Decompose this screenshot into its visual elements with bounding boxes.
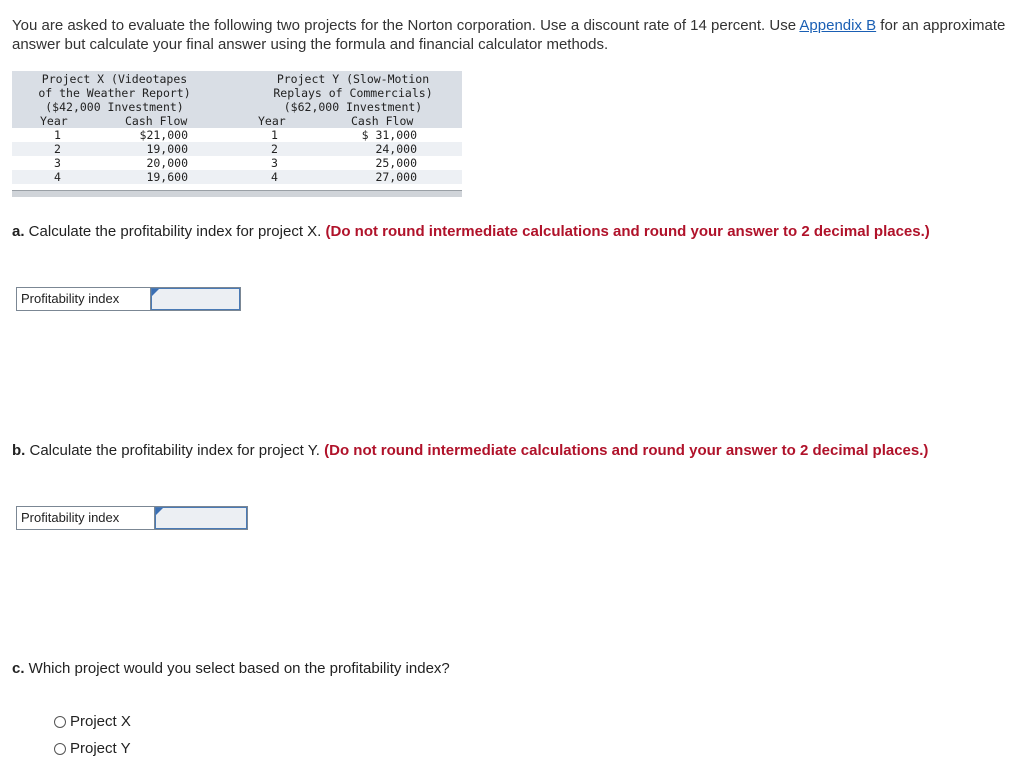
project-x-cash-flow: 19,000	[146, 142, 188, 156]
question-a-text: Calculate the profitability index for project X.	[24, 223, 326, 240]
answer-b-input[interactable]	[155, 507, 247, 529]
flag-icon	[156, 508, 163, 515]
project-table	[12, 71, 462, 184]
table-row	[12, 142, 462, 156]
option-project-x[interactable]	[54, 713, 131, 730]
intro-text-after: for an approximate answer but calculate your final answer using the formula and financial calculator methods.	[12, 17, 1006, 53]
question-c	[12, 659, 972, 679]
table-bottom-rule	[12, 190, 462, 197]
answer-b-label: Profitability index	[17, 507, 155, 529]
answer-b-row	[16, 506, 248, 530]
answer-a-row	[16, 287, 241, 311]
project-x-cashflow-header: Cash Flow	[125, 114, 188, 128]
project-y-year: 1	[271, 128, 278, 142]
option-project-x-label: Project X	[70, 713, 131, 730]
project-x-cash-flow: 19,600	[146, 170, 188, 184]
project-y-year: 4	[271, 170, 278, 184]
project-y-year: 2	[271, 142, 278, 156]
project-x-year-header: Year	[40, 114, 68, 128]
answer-a-input[interactable]	[151, 288, 240, 310]
option-project-y[interactable]	[54, 740, 131, 757]
answer-a-label: Profitability index	[17, 288, 151, 310]
table-row	[12, 170, 462, 184]
intro-text	[12, 16, 1007, 54]
intro-text-before: You are asked to evaluate the following two projects for the Norton corporation. Use a discount rate of 14 percent. Use	[12, 17, 800, 34]
project-y-cash-flow: 25,000	[375, 156, 417, 170]
appendix-b-link[interactable]: Appendix B	[799, 17, 877, 34]
flag-icon	[152, 289, 159, 296]
project-y-title: Project Y (Slow-Motion Replays of Commercials) ($62,000 Investment)	[273, 72, 433, 114]
project-x-year: 1	[54, 128, 61, 142]
question-b-note: (Do not round intermediate calculations and round your answer to 2 decimal places.)	[324, 442, 929, 459]
project-table-header	[12, 71, 462, 128]
question-b-lead: b.	[12, 442, 26, 459]
question-b-text: Calculate the profitability index for project Y.	[25, 442, 325, 459]
project-y-cash-flow: $ 31,000	[361, 128, 417, 142]
project-y-cashflow-header: Cash Flow	[351, 114, 414, 128]
question-b	[12, 441, 972, 461]
project-x-cash-flow: 20,000	[146, 156, 188, 170]
table-row	[12, 156, 462, 170]
project-x-year: 3	[54, 156, 61, 170]
project-y-year: 3	[271, 156, 278, 170]
radio-button[interactable]	[54, 743, 66, 755]
question-c-text: Which project would you select based on the profitability index?	[24, 660, 450, 677]
project-x-cash-flow: $21,000	[139, 128, 188, 142]
project-x-title: Project X (Videotapes of the Weather Report) ($42,000 Investment)	[38, 72, 191, 114]
question-a-lead: a.	[12, 223, 25, 240]
project-y-cash-flow: 24,000	[375, 142, 417, 156]
question-a-note: (Do not round intermediate calculations and round your answer to 2 decimal places.)	[325, 223, 930, 240]
table-row	[12, 128, 462, 142]
question-a	[12, 222, 972, 242]
question-c-lead: c.	[12, 660, 25, 677]
project-x-year: 4	[54, 170, 61, 184]
option-project-y-label: Project Y	[70, 740, 131, 757]
project-x-year: 2	[54, 142, 61, 156]
radio-button[interactable]	[54, 716, 66, 728]
project-y-year-header: Year	[258, 114, 286, 128]
project-y-cash-flow: 27,000	[375, 170, 417, 184]
